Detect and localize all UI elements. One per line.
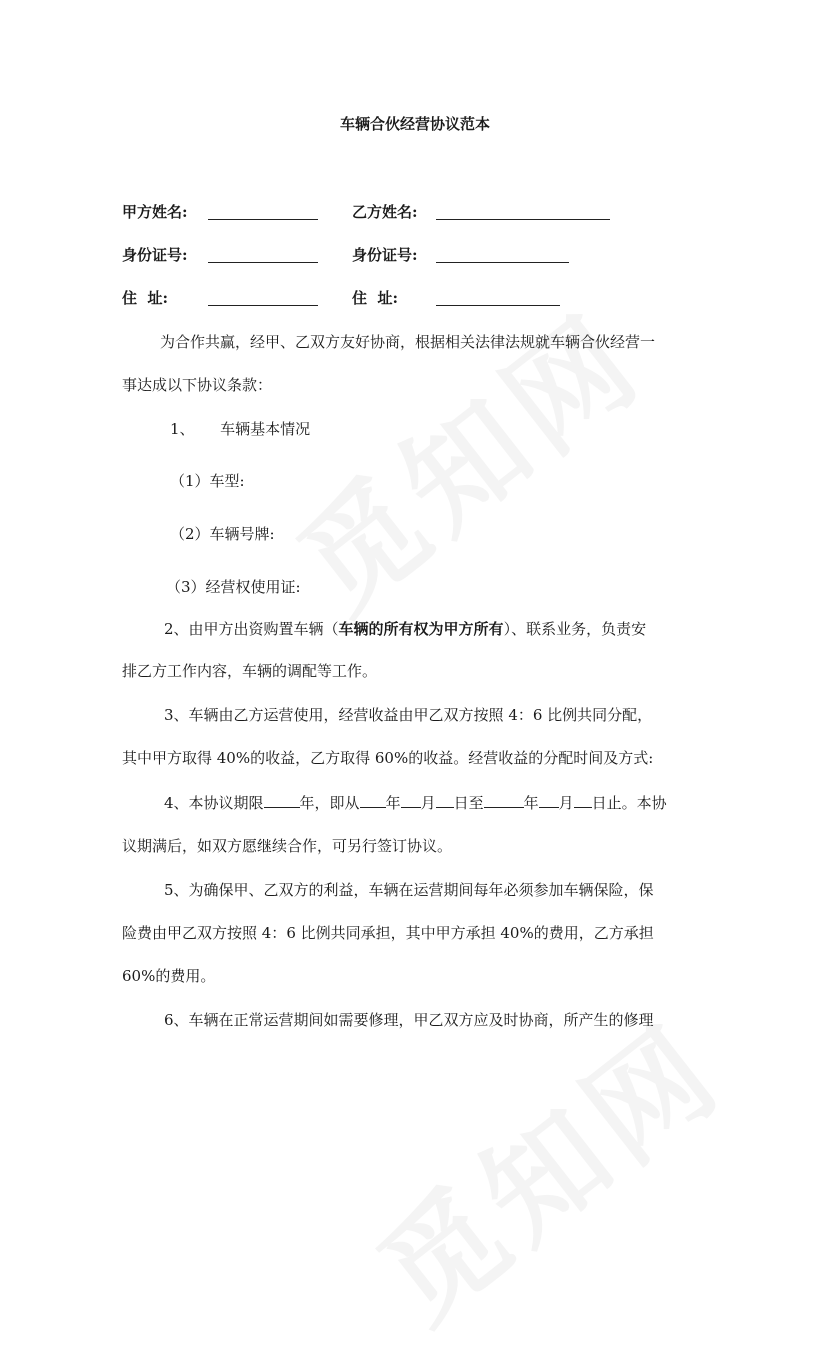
- clause-2-pre: 2、由甲方出资购置车辆（: [164, 620, 339, 638]
- clause-2-ownership-bold: 车辆的所有权为甲方所有: [338, 620, 504, 638]
- document-title: 车辆合伙经营协议范本: [339, 115, 490, 133]
- clause-4-line-1: [164, 791, 667, 814]
- term-years-blank[interactable]: [264, 791, 300, 808]
- clause-1-heading: 车辆基本情况: [220, 420, 311, 438]
- clause-4-from-text: 年，即从: [299, 794, 360, 812]
- party-b-address-label: 住 址:: [352, 289, 398, 307]
- intro-line-2: 事达成以下协议条款：: [122, 376, 273, 394]
- clause-4-end-month-text: 月: [558, 794, 574, 812]
- clause-4-term-label: 4、本协议期限: [164, 794, 264, 812]
- party-a-address-label: 住 址:: [122, 289, 168, 307]
- clause-4-end-year-text: 年: [523, 794, 539, 812]
- party-a-name-label: 甲方姓名:: [122, 203, 188, 221]
- start-month-blank[interactable]: [401, 791, 421, 808]
- clause-4-line-2: 议期满后，如双方愿继续合作，可另行签订协议。: [122, 837, 453, 855]
- watermark: [258, 268, 671, 644]
- end-year-blank[interactable]: [484, 791, 524, 808]
- clause-4-end-text: 日止。本协: [591, 794, 667, 812]
- clause-4-month-text: 月: [420, 794, 436, 812]
- clause-1-heading-row: [170, 418, 310, 440]
- clause-4-to-text: 日至: [453, 794, 484, 812]
- clause-2-post: ）、联系业务，负责安: [503, 620, 647, 638]
- end-day-blank[interactable]: [574, 791, 592, 808]
- clause-5-line-1: 5、为确保甲、乙双方的利益，车辆在运营期间每年必须参加车辆保险，保: [164, 881, 654, 899]
- party-b-id-blank[interactable]: [436, 262, 569, 263]
- clause-4-year-text: 年: [385, 794, 401, 812]
- clause-6-line-1: 6、车辆在正常运营期间如需要修理，甲乙双方应及时协商，所产生的修理: [164, 1011, 654, 1029]
- end-month-blank[interactable]: [539, 791, 559, 808]
- party-b-address-blank[interactable]: [436, 305, 560, 306]
- start-day-blank[interactable]: [436, 791, 454, 808]
- start-year-blank[interactable]: [360, 791, 386, 808]
- intro-line-1: 为合作共赢，经甲、乙双方友好协商，根据相关法律法规就车辆合伙经营一: [160, 333, 656, 351]
- clause-2-line-2: 排乙方工作内容，车辆的调配等工作。: [122, 662, 378, 680]
- clause-5-line-3: 60%的费用。: [122, 967, 216, 985]
- clause-1-item-plate-number: （2）车辆号牌:: [170, 525, 275, 543]
- party-a-address-blank[interactable]: [208, 305, 318, 306]
- clause-3-line-2: 其中甲方取得 40%的收益，乙方取得 60%的收益。经营收益的分配时间及方式:: [122, 749, 654, 767]
- clause-1-item-vehicle-model: （1）车型:: [170, 472, 245, 490]
- clause-1-number: 1、: [170, 420, 195, 438]
- clause-5-line-2: 险费由甲乙双方按照 4：6 比例共同承担，其中甲方承担 40%的费用，乙方承担: [122, 924, 654, 942]
- party-b-name-label: 乙方姓名:: [352, 203, 418, 221]
- clause-2-line-1: [164, 618, 646, 640]
- party-b-name-blank[interactable]: [436, 219, 610, 220]
- watermark-bottom: [338, 978, 751, 1354]
- clause-1-item-operating-permit: （3）经营权使用证:: [166, 578, 301, 596]
- party-a-id-blank[interactable]: [208, 262, 318, 263]
- party-a-id-label: 身份证号:: [122, 246, 188, 264]
- party-a-name-blank[interactable]: [208, 219, 318, 220]
- party-b-id-label: 身份证号:: [352, 246, 418, 264]
- clause-3-line-1: 3、车辆由乙方运营使用，经营收益由甲乙双方按照 4：6 比例共同分配，: [164, 706, 653, 724]
